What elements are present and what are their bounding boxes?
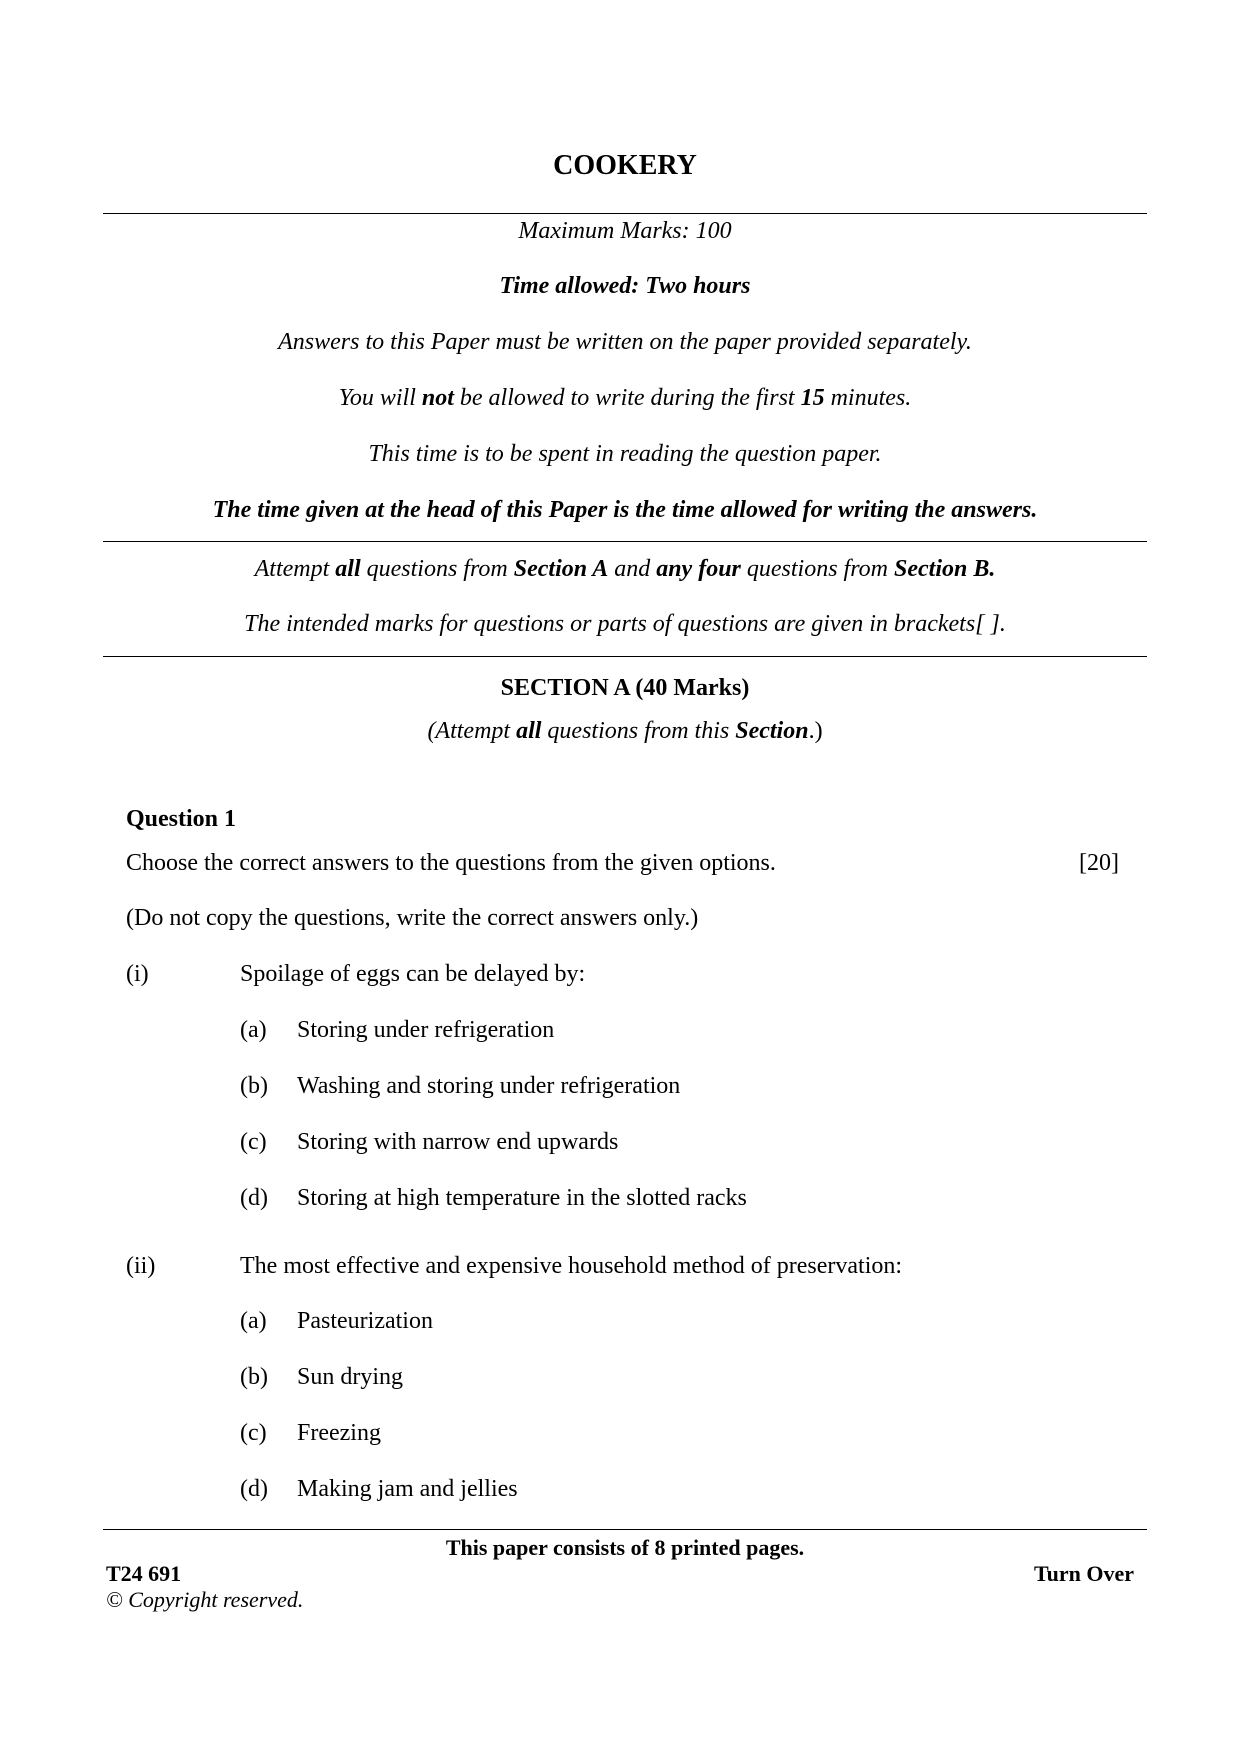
paper-title: COOKERY <box>553 150 697 181</box>
option-text: Sun drying <box>297 1364 404 1390</box>
option-label: (a) <box>240 1308 267 1334</box>
question-1-instruction: Choose the correct answers to the questions from the given options. <box>126 850 776 876</box>
option-label: (d) <box>240 1185 268 1211</box>
turn-over: Turn Over <box>1033 1561 1134 1586</box>
header-divider-bottom <box>103 656 1147 657</box>
part-question: Spoilage of eggs can be delayed by: <box>240 961 586 987</box>
pages-note: This paper consists of 8 printed pages. <box>445 1535 805 1560</box>
part-number: (i) <box>126 961 149 987</box>
copyright-note: © Copyright reserved. <box>106 1587 304 1612</box>
time-allowed: Time allowed: Two hours <box>499 273 751 299</box>
attempt-instruction: Attempt all questions from Section A and any four questions from Section B. <box>254 556 996 582</box>
option-label: (b) <box>240 1364 268 1390</box>
part-question: The most effective and expensive household method of preservation: <box>240 1253 903 1279</box>
paper-code: T24 691 <box>106 1561 182 1586</box>
question-1-label: Question 1 <box>126 806 237 832</box>
option-text: Storing at high temperature in the slotted racks <box>297 1185 747 1211</box>
marks-note: The intended marks for questions or parts of questions are given in brackets[ ]. <box>244 611 1006 637</box>
section-a-heading: SECTION A (40 Marks) <box>500 675 750 701</box>
option-text: Washing and storing under refrigeration <box>297 1073 681 1099</box>
option-text: Storing under refrigeration <box>297 1017 555 1043</box>
header-divider-top <box>103 213 1147 214</box>
part-number: (ii) <box>126 1253 156 1279</box>
option-text: Freezing <box>297 1420 381 1446</box>
answer-instruction: Answers to this Paper must be written on the paper provided separately. <box>278 329 972 355</box>
option-label: (d) <box>240 1476 268 1502</box>
section-a-subheading: (Attempt all questions from this Section.) <box>427 718 823 744</box>
footer-divider <box>103 1529 1147 1530</box>
writing-restriction: You will not be allowed to write during the first 15 minutes. <box>338 385 912 411</box>
option-text: Storing with narrow end upwards <box>297 1129 619 1155</box>
option-label: (c) <box>240 1420 267 1446</box>
max-marks: Maximum Marks: 100 <box>518 218 732 244</box>
option-text: Pasteurization <box>297 1308 433 1334</box>
time-note: The time given at the head of this Paper is the time allowed for writing the answers. <box>212 497 1038 523</box>
question-1-note: (Do not copy the questions, write the correct answers only.) <box>126 905 699 931</box>
header-divider-middle <box>103 541 1147 542</box>
option-text: Making jam and jellies <box>297 1476 518 1502</box>
reading-instruction: This time is to be spent in reading the question paper. <box>368 441 882 467</box>
option-label: (b) <box>240 1073 268 1099</box>
option-label: (a) <box>240 1017 267 1043</box>
question-1-marks: [20] <box>1079 850 1119 876</box>
option-label: (c) <box>240 1129 267 1155</box>
